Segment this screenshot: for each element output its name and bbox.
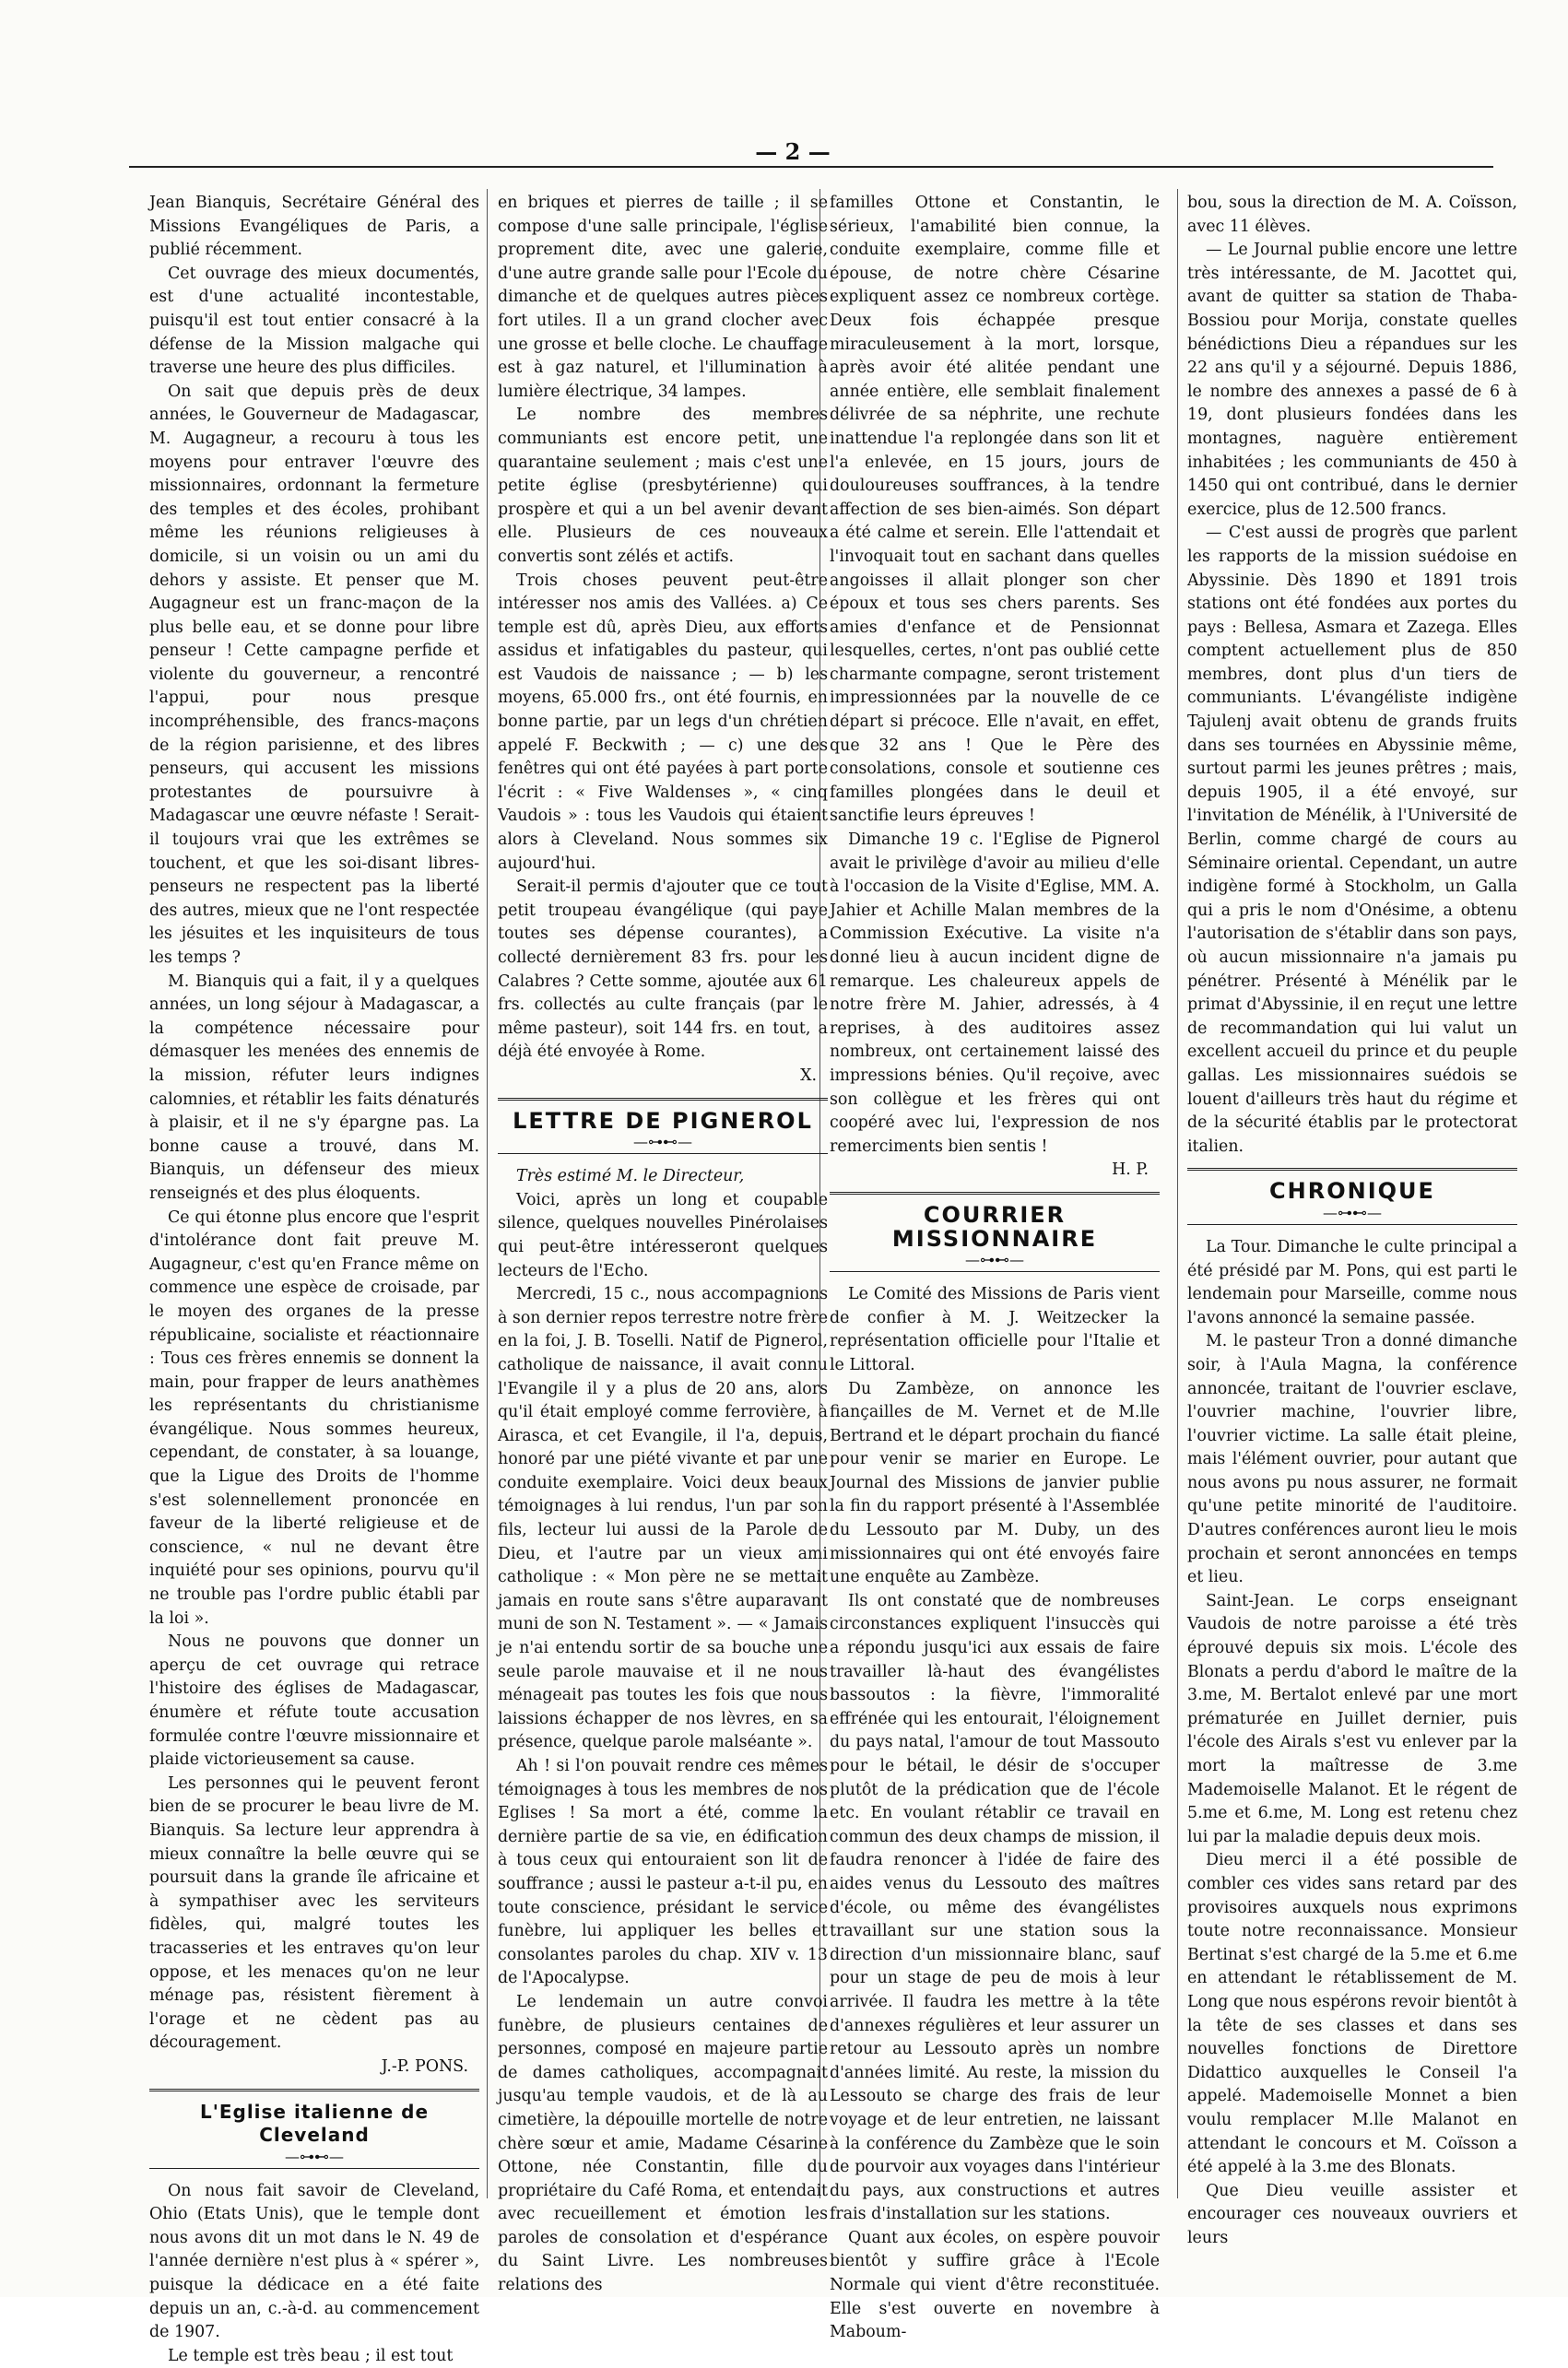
signature: X. bbox=[800, 1066, 817, 1085]
paragraph: Mercredi, 15 c., nous accompagnions à son dernier repos terrestre notre frère en la foi, J. B. Toselli. Natif de Pignerol, catholique de naissance, il avait connu l'Evangile il y a plus de 20 ans, alors qu'il était employé comme ferrovière, à Airasca, et cet Evangile, il l'a, depuis, honoré par une piété vivante et par une conduite exemplaire. Voici deux beaux témoignages à lui rendus, l'un par son fils, lecteur lui aussi de la Parole de Dieu, et l'autre par un vieux ami catholique : « Mon père ne se mettait jamais en route sans s'être auparavant muni de son N. Testament ». — « Jamais je n'ai entendu sortir de sa bouche une seule parole mauvaise et il ne nous ménageait pas toutes les fois que nous laissions échapper de nos lèvres, en sa présence, quelque parole malséante ». bbox=[498, 1285, 828, 1752]
page-number: — 2 — bbox=[755, 138, 831, 165]
paragraph: Quant aux écoles, on espère pouvoir bientôt y suffire grâce à l'Ecole Normale qui vient d'être reconstituée. Elle s'est ouverte en novembre à Maboum- bbox=[830, 2228, 1160, 2342]
paragraph: Ce qui étonne plus encore que l'esprit d'intolérance dont fait preuve M. Augagneur, c'est qu'en France même on commence une espèce de croisade, par le moyen des organes de la presse républicaine, socialiste et réactionnaire : Tous ces frères ennemis se donnent la main, pour frapper de leurs anathèmes les représentants du christianisme évangélique. Nous sommes heureux, cependant, de constater, à sa louange, que la Ligue des Droits de l'homme s'est solennellement prononcée en faveur de la liberté religieuse et de conscience, « nul ne devant être inquiété pour ses opinions, pourvu qu'il ne trouble pas l'ordre public établi par la loi ». bbox=[149, 1208, 479, 1628]
paragraph: bou, sous la direction de M. A. Coïsson, avec 11 élèves. bbox=[1187, 194, 1517, 236]
paragraph: Ils ont constaté que de nombreuses circonstances expliquent l'insuccès qui a répondu jusqu'ici aux essais de faire travailler là-haut des évangélistes bassoutos : la fièvre, l'immoralité effrénée qui les entourait, l'éloignement du pays natal, l'amour de tout Massouto pour le bétail, le désir de s'occuper plutôt de la prédication que de l'école etc. En voulant rétablir ce travail en commun des deux champs de mission, il faudra renoncer à l'idée de faire des aides venus du Lessouto des maîtres d'école, ou même des évangélistes travaillant sur une station sous la direction d'un missionnaire blanc, sauf pour un stage de peu de mois à leur arrivée. Il faudra les mettre à la tête d'annexes régulières et leur assurer un retour au Lessouto après un nombre d'années limité. Au reste, la mission du Lessouto se charge des frais de leur voyage et de leur entretien, ne laissant à la conférence du Zambèze que le soin de pourvoir aux voyages dans l'intérieur du pays, aux constructions et autres frais d'installation sur les stations. bbox=[830, 1591, 1160, 2224]
paragraph: Cet ouvrage des mieux documentés, est d'une actualité incontestable, puisqu'il est tout entier consacré à la défense de la Mission malgache qui traverse une heure des plus difficiles. bbox=[149, 264, 479, 378]
column-3 bbox=[830, 192, 1160, 2342]
section-heading-box bbox=[830, 1192, 1160, 1272]
paragraph: Serait-il permis d'ajouter que ce tout petit troupeau évangélique (qui paye toutes ses dépense courantes), a collecté dernièrement 83 frs. pour les Calabres ? Cette somme, ajoutée aux 61 frs. collectés au culte français (par le même pasteur), soit 144 frs. en tout, a déjà été envoyée à Rome. bbox=[498, 878, 828, 1062]
ornament-divider: —⊶⊷— bbox=[1323, 1203, 1382, 1221]
column-4 bbox=[1187, 192, 1517, 2247]
paragraph: M. le pasteur Tron a donné dimanche soir, à l'Aula Magna, la conférence annoncée, traitant de l'ouvrier esclave, l'ouvrier machine, l'ouvrier libre, l'ouvrier victime. La salle était pleine, mais l'élément ouvrier, pour autant que nous avons pu nous assurer, ne formait qu'une petite minorité de l'auditoire. D'autres conférences auront lieu le mois prochain et seront annoncées en temps et lieu. bbox=[1187, 1332, 1517, 1587]
header-rule bbox=[129, 166, 1493, 168]
paragraph: On sait que depuis près de deux années, le Gouverneur de Madagascar, M. Augagneur, a recouru à tous les moyens pour entraver l'œuvre des missionnaires, ordonnant la fermeture des temples et des écoles, prohibant même les réunions religieuses à domicile, si un voisin ou un ami du dehors y assiste. Et penser que M. Augagneur est un franc-maçon de la plus belle eau, et se donne pour libre penseur ! Cette campagne perfide et violente du gouverneur, a rencontré l'appui, pour nous presque incompréhensible, des francs-maçons de la région parisienne, et des libres penseurs, qui accusent les missions protestantes de poursuivre à Madagascar une œuvre néfaste ! Serait-il toujours vrai que les extrêmes se touchent, et que les soi-disant libres-penseurs ne respectent pas la liberté des autres, mieux que ne l'ont respectée les jésuites et les inquisiteurs de tous les temps ? bbox=[149, 382, 479, 967]
paragraph: Le temple est très beau ; il est tout bbox=[168, 2346, 454, 2365]
paragraph: Voici, après un long et coupable silence, quelques nouvelles Pinérolaises qui peut-être intéresseront quelques lecteurs de l'Echo. bbox=[498, 1190, 828, 1280]
paragraph: Le lendemain un autre convoi funèbre, de plusieurs centaines de personnes, composé en majeure partie de dames catholiques, accompagnait jusqu'au temple vaudois, et de là au cimetière, la dépouille mortelle de notre chère sœur et amie, Madame Césarine Ottone, née Constantin, fille du propriétaire du Café Roma, et entendait avec recueillement et émotion les paroles de consolation et d'espérance du Saint Livre. Les nombreuses relations des bbox=[498, 1992, 828, 2295]
paragraph: Le nombre des membres communiants est encore petit, une quarantaine seulement ; mais c'est une petite église (presbytérienne) qui prospère et qui a un bel avenir devant elle. Plusieurs de ces nouveaux convertis sont zélés et actifs. bbox=[498, 406, 828, 566]
paragraph: en briques et pierres de taille ; il se compose d'une salle principale, l'église proprement dite, avec une galerie, d'une autre grande salle pour l'Ecole du dimanche et de quelques autres pièces fort utiles. Il a un grand clocher avec une grosse et belle cloche. Le chauffage est à gaz naturel, et l'illumination à lumière électrique, 34 lampes. bbox=[498, 194, 828, 401]
paragraph: Dimanche 19 c. l'Eglise de Pignerol avait le privilège d'avoir au milieu d'elle à l'occasion de la Visite d'Eglise, MM. A. Jahier et Achille Malan membres de la Commission Exécutive. La visite n'a donné lieu à aucun incident digne de remarque. Les chaleureux appels de notre frère M. Jahier, adressés, à 4 reprises, à des auditoires assez nombreux, ont certainement laissé des impressions bénies. Qu'il reçoive, avec son collègue et les frères qui ont coopéré avec lui, l'expression de nos remerciments bien sentis ! bbox=[830, 831, 1160, 1156]
paragraph: — Le Journal publie encore une lettre très intéressante, de M. Jacottet qui, avant de quitter sa station de Thaba-Bossiou pour Morija, constate quelles bénédictions Dieu a répandues sur les 22 ans qu'il y a séjourné. Depuis 1886, le nombre des annexes a passé de 6 à 19, dont plusieurs fondées dans les montagnes, naguère entièrement inhabitées ; les communiants de 450 à 1450 qui ont contribué, dans le dernier exercice, plus de 12.500 francs. bbox=[1187, 241, 1517, 519]
paragraph: — C'est aussi de progrès que parlent les rapports de la mission suédoise en Abyssinie. Dès 1890 et 1891 trois stations ont été fondées aux portes du pays : Bellesa, Asmara et Zazega. Elles comptent actuellement plus de 850 membres, dont plus d'un tiers de communiants. L'évangéliste indigène Tajulenj avait obtenu de grands fruits dans ses tournées en Abyssinie même, surtout parmi les jeunes prêtres ; mais, depuis 1905, il a été envoyé, sur l'invitation de Ménélik, à l'Université de Berlin, comme chargé de cours au Séminaire oriental. Cependant, un autre indigène formé à Stockholm, un Galla qui a pris le nom d'Onésime, a obtenu l'autorisation de s'établir dans son pays, où aucun missionnaire n'a jamais pu pénétrer. Présenté à Ménélik par le primat d'Abyssinie, il en reçut une lettre de recommandation qui lui valut un excellent accueil du prince et du peuple gallas. Les missionnaires suédois se louent d'ailleurs très haut du régime et de la sécurité établis par le protectorat italien. bbox=[1187, 524, 1517, 1156]
column-1 bbox=[149, 192, 479, 2365]
paragraph: Jean Bianquis, Secrétaire Général des Missions Evangéliques de Paris, a publié récemment. bbox=[149, 194, 479, 260]
signature: J.-P. PONS. bbox=[381, 2056, 468, 2076]
salutation: Très estimé M. le Directeur, bbox=[516, 1167, 745, 1186]
paragraph: On nous fait savoir de Cleveland, Ohio (Etats Unis), que le temple dont nous avons dit un mot dans le N. 49 de l'année dernière n'est plus à « spérer », puisque la dédicace en a été faite depuis un an, c.-à-d. au commencement de 1907. bbox=[149, 2181, 479, 2342]
paragraph: Que Dieu veuille assister et encourager ces nouveaux ouvriers et leurs bbox=[1187, 2181, 1517, 2247]
section-heading-box bbox=[498, 1098, 828, 1155]
paragraph: Saint-Jean. Le corps enseignant Vaudois de notre paroisse a été très éprouvé depuis six mois. L'école des Blonats a perdu d'abord le maître de la 3.me, M. Bertalot enlevé par une mort prématurée en Juillet dernier, puis l'école des Airals s'est vu enlever par la mort la maîtresse de 3.me Mademoiselle Malanot. Et le régent de 5.me et 6.me, M. Long est retenu chez lui par la maladie depuis deux mois. bbox=[1187, 1591, 1517, 1846]
paragraph: Ah ! si l'on pouvait rendre ces mêmes témoignages à tous les membres de nos Eglises ! Sa mort a été, comme la dernière partie de sa vie, en édification à tous ceux qui entouraient son lit de souffrance ; aussi le pasteur a-t-il pu, en toute conscience, présidant le service funèbre, lui appliquer les belles et consolantes paroles du chap. XIV v. 13 de l'Apocalypse. bbox=[498, 1757, 828, 1988]
column-divider bbox=[1177, 189, 1178, 2198]
section-heading: L'Eglise italienne de Cleveland bbox=[199, 2100, 430, 2147]
paragraph: La Tour. Dimanche le culte principal a été présidé par M. Pons, qui est parti le lendemain pour Marseille, comme nous l'avons annoncé la semaine passée. bbox=[1187, 1237, 1517, 1327]
ornament-divider: —⊶⊷— bbox=[633, 1133, 692, 1151]
paragraph: Le Comité des Missions de Paris vient de confier à M. J. Weitzecker la représentation officielle pour l'Italie et le Littoral. bbox=[830, 1285, 1160, 1374]
signature: H. P. bbox=[1112, 1160, 1149, 1180]
section-heading-box bbox=[149, 2089, 479, 2169]
column-divider bbox=[487, 189, 488, 2198]
column-2 bbox=[498, 192, 828, 2295]
section-heading: LETTRE DE PIGNEROL bbox=[513, 1107, 813, 1134]
paragraph: Les personnes qui le peuvent feront bien de se procurer le beau livre de M. Bianquis. Sa lecture leur apprendra à mieux connaître la belle œuvre qui se poursuit dans la grande île africaine et à sympathiser avec les serviteurs fidèles, qui, malgré toutes les tracasseries et les entraves qu'on leur oppose, et les menaces qu'on ne leur ménage pas, résistent fièrement à l'orage et ne cèdent pas au découragement. bbox=[149, 1773, 479, 2053]
paragraph: familles Ottone et Constantin, le sérieux, l'amabilité bien connue, la conduite exemplaire, comme fille et épouse, de notre chère Césarine expliquent assez ce nombreux cortège. Deux fois échappée presque miraculeusement à la mort, lorsque, après avoir été alitée pendant une année entière, elle semblait finalement délivrée de sa néphrite, une rechute inattendue l'a replongée dans son lit et l'a enlevée, en 15 jours, jours de douloureuses souffrances, à la tendre affection de ses bien-aimés. Son départ a été calme et serein. Elle l'attendait et l'invoquait tout en sachant dans quelles angoisses il allait plonger son cher époux et tous ses chers parents. Ses amies d'enfance et de Pensionnat lesquelles, certes, n'ont pas oublié cette charmante compagne, seront tristement impressionnées par la nouvelle de ce départ si précoce. Elle n'avait, en effet, que 32 ans ! Que le Père des consolations, console et soutienne ces familles plongées dans le deuil et sanctifie leurs épreuves ! bbox=[830, 194, 1160, 826]
section-heading: CHRONIQUE bbox=[1269, 1178, 1435, 1205]
paragraph: M. Bianquis qui a fait, il y a quelques années, un long séjour à Madagascar, a la compétence nécessaire pour démasquer les menées des ennemis de la mission, réfuter leurs indignes calomnies, et rétablir les faits dénaturés à plaisir, et il ne s'y épargne pas. La bonne cause a trouvé, dans M. Bianquis, un défenseur des mieux renseignés et des plus éloquents. bbox=[149, 972, 479, 1203]
section-heading-box bbox=[1187, 1168, 1517, 1225]
paragraph: Du Zambèze, on annonce les fiançailles de M. Vernet et de M.lle Bertrand et le départ prochain du fiancé pour venir se marier en Europe. Le Journal des Missions de janvier publie la fin du rapport présenté à l'Assemblée du Lessouto par M. Duby, un des missionnaires qui ont été envoyés faire une enquête au Zambèze. bbox=[830, 1379, 1160, 1587]
paragraph: Nous ne pouvons que donner un aperçu de cet ouvrage qui retrace l'histoire des églises de Madagascar, énumère et réfute toute accusation formulée contre l'œuvre missionnaire et plaide victorieusement sa cause. bbox=[149, 1632, 479, 1770]
paragraph: Dieu merci il a été possible de combler ces vides sans retard par des provisoires auxquels nous exprimons toute notre reconnaissance. Monsieur Bertinat s'est chargé de la 5.me et 6.me en attendant le rétablissement de M. Long que nous espérons revoir bientôt à la tête de ses classes et dans ses nouvelles fonctions de Direttore Didattico auxquelles le Conseil l'a appelé. Mademoiselle Monnet a bien voulu remplacer M.lle Malanot en attendant le concours et M. Coïsson a été appelé à la 3.me des Blonats. bbox=[1187, 1851, 1517, 2177]
paragraph: Trois choses peuvent peut-être intéresser nos amis des Vallées. a) Ce temple est dû, après Dieu, aux efforts assidus et infatigables du pasteur, qui est Vaudois de naissance ; — b) les moyens, 65.000 frs., ont été fournis, en bonne partie, par un legs d'un chrétien appelé F. Beckwith ; — c) une des fenêtres qui ont été payées à part porte l'écrit : « Five Waldenses », « cinq Vaudois » : tous les Vaudois qui étaient alors à Cleveland. Nous sommes six aujourd'hui. bbox=[498, 571, 828, 873]
section-heading: COURRIER MISSIONNAIRE bbox=[891, 1201, 1098, 1252]
ornament-divider: —⊶⊷— bbox=[285, 2147, 344, 2165]
ornament-divider: —⊶⊷— bbox=[965, 1251, 1024, 1269]
